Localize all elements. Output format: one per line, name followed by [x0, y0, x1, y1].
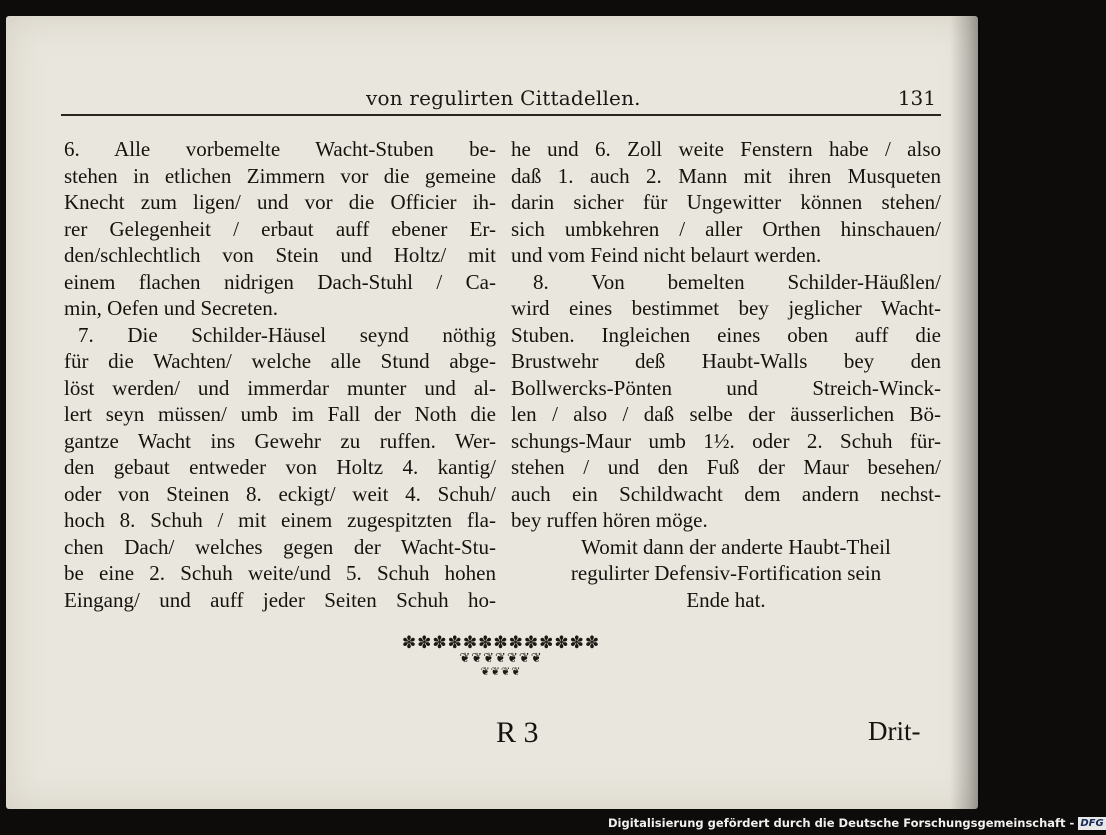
ornament-row: ✽✽✽✽✽✽✽✽✽✽✽✽✽: [401, 633, 601, 653]
text-line: Eingang/ und auff jeder Seiten Schuh ho-: [64, 587, 496, 612]
text-line: bey ruffen hören möge.: [511, 508, 708, 532]
text-line: be eine 2. Schuh weite/und 5. Schuh hohen: [64, 561, 496, 585]
text-line: Brustwehr deß Haubt-Walls bey den: [511, 349, 941, 373]
text-line: rer Gelegenheit / erbaut auff ebener Er-: [64, 216, 496, 241]
closing-line: Womit dann der anderte Haubt-Theil: [581, 534, 891, 559]
text-line: 6. Alle vorbemelte Wacht-Stuben be-: [64, 137, 496, 161]
page-spine-shadow: [950, 16, 980, 809]
text-line: den gebaut entweder von Holtz 4. kantig/: [64, 455, 496, 479]
text-line: len / also / daß selbe der äusserlichen Bö-: [511, 402, 941, 426]
text-line: 8. Von bemelten Schilder-Häußlen/: [533, 269, 941, 294]
text-line: lert seyn müssen/ umb im Fall der Noth die: [64, 402, 496, 426]
text-line: min, Oefen und Secreten.: [64, 296, 279, 320]
left-column: [64, 136, 496, 613]
text-line: schungs-Maur umb 1½. oder 2. Schuh für-: [511, 428, 941, 453]
text-line: gantze Wacht ins Gewehr zu ruffen. Wer-: [64, 428, 496, 453]
ornament-row: ❦❦❦❦: [480, 665, 522, 678]
text-line: darin sicher für Ungewitter können stehen/: [511, 190, 941, 214]
text-line: hoch 8. Schuh / mit einem zugespitzten fla-: [64, 508, 496, 532]
text-line: 7. Die Schilder-Häusel seynd nöthig: [78, 322, 496, 347]
closing-line: Ende hat.: [686, 587, 766, 612]
dfg-logo: DFG: [1080, 818, 1104, 829]
closing-line: regulirter Defensiv-Fortification sein: [570, 561, 882, 585]
book-page: [6, 16, 978, 809]
text-line: für die Wachten/ welche alle Stund abge-: [64, 349, 496, 373]
ornament-row: ❦❦❦❦❦❦❦: [459, 651, 543, 666]
credit-text: Digitalisierung gefördert durch die Deutsche Forschungsgemeinschaft -: [608, 816, 1075, 830]
text-line: daß 1. auch 2. Mann mit ihren Musqueten: [511, 163, 941, 188]
catchword: Drit-: [868, 716, 921, 746]
printer-ornament: [386, 634, 616, 678]
text-line: stehen in etlichen Zimmern vor die gemeine: [64, 163, 496, 188]
text-line: oder von Steinen 8. eckigt/ weit 4. Schuh/: [64, 481, 496, 506]
text-line: und vom Feind nicht belaurt werden.: [511, 243, 822, 267]
signature-mark: R 3: [496, 716, 539, 749]
text-line: Stuben. Ingleichen eines oben auff die: [511, 322, 941, 347]
digitization-credit: [608, 816, 1106, 830]
right-column: [511, 136, 941, 613]
text-line: löst werden/ und immerdar munter und al-: [64, 375, 496, 400]
text-line: chen Dach/ welches gegen der Wacht-Stu-: [64, 534, 496, 559]
text-line: Bollwercks-Pönten und Streich-Winck-: [511, 375, 941, 400]
text-line: den/schlechtlich von Stein und Holtz/ mit: [64, 243, 496, 267]
page-number: 131: [897, 86, 936, 110]
text-line: wird eines bestimmet bey jeglicher Wacht-: [511, 296, 941, 320]
text-line: he und 6. Zoll weite Fenstern habe / also: [511, 137, 941, 161]
header-rule: [61, 114, 941, 116]
text-line: auch ein Schildwacht dem andern nechst-: [511, 481, 941, 506]
text-line: einem flachen nidrigen Dach-Stuhl / Ca-: [64, 269, 496, 294]
text-line: stehen / und den Fuß der Maur besehen/: [511, 455, 941, 479]
running-title: von regulirten Cittadellen.: [366, 86, 641, 110]
text-line: sich umbkehren / aller Orthen hinschauen/: [511, 216, 941, 241]
text-line: Knecht zum ligen/ und vor die Officier ih-: [64, 190, 496, 214]
